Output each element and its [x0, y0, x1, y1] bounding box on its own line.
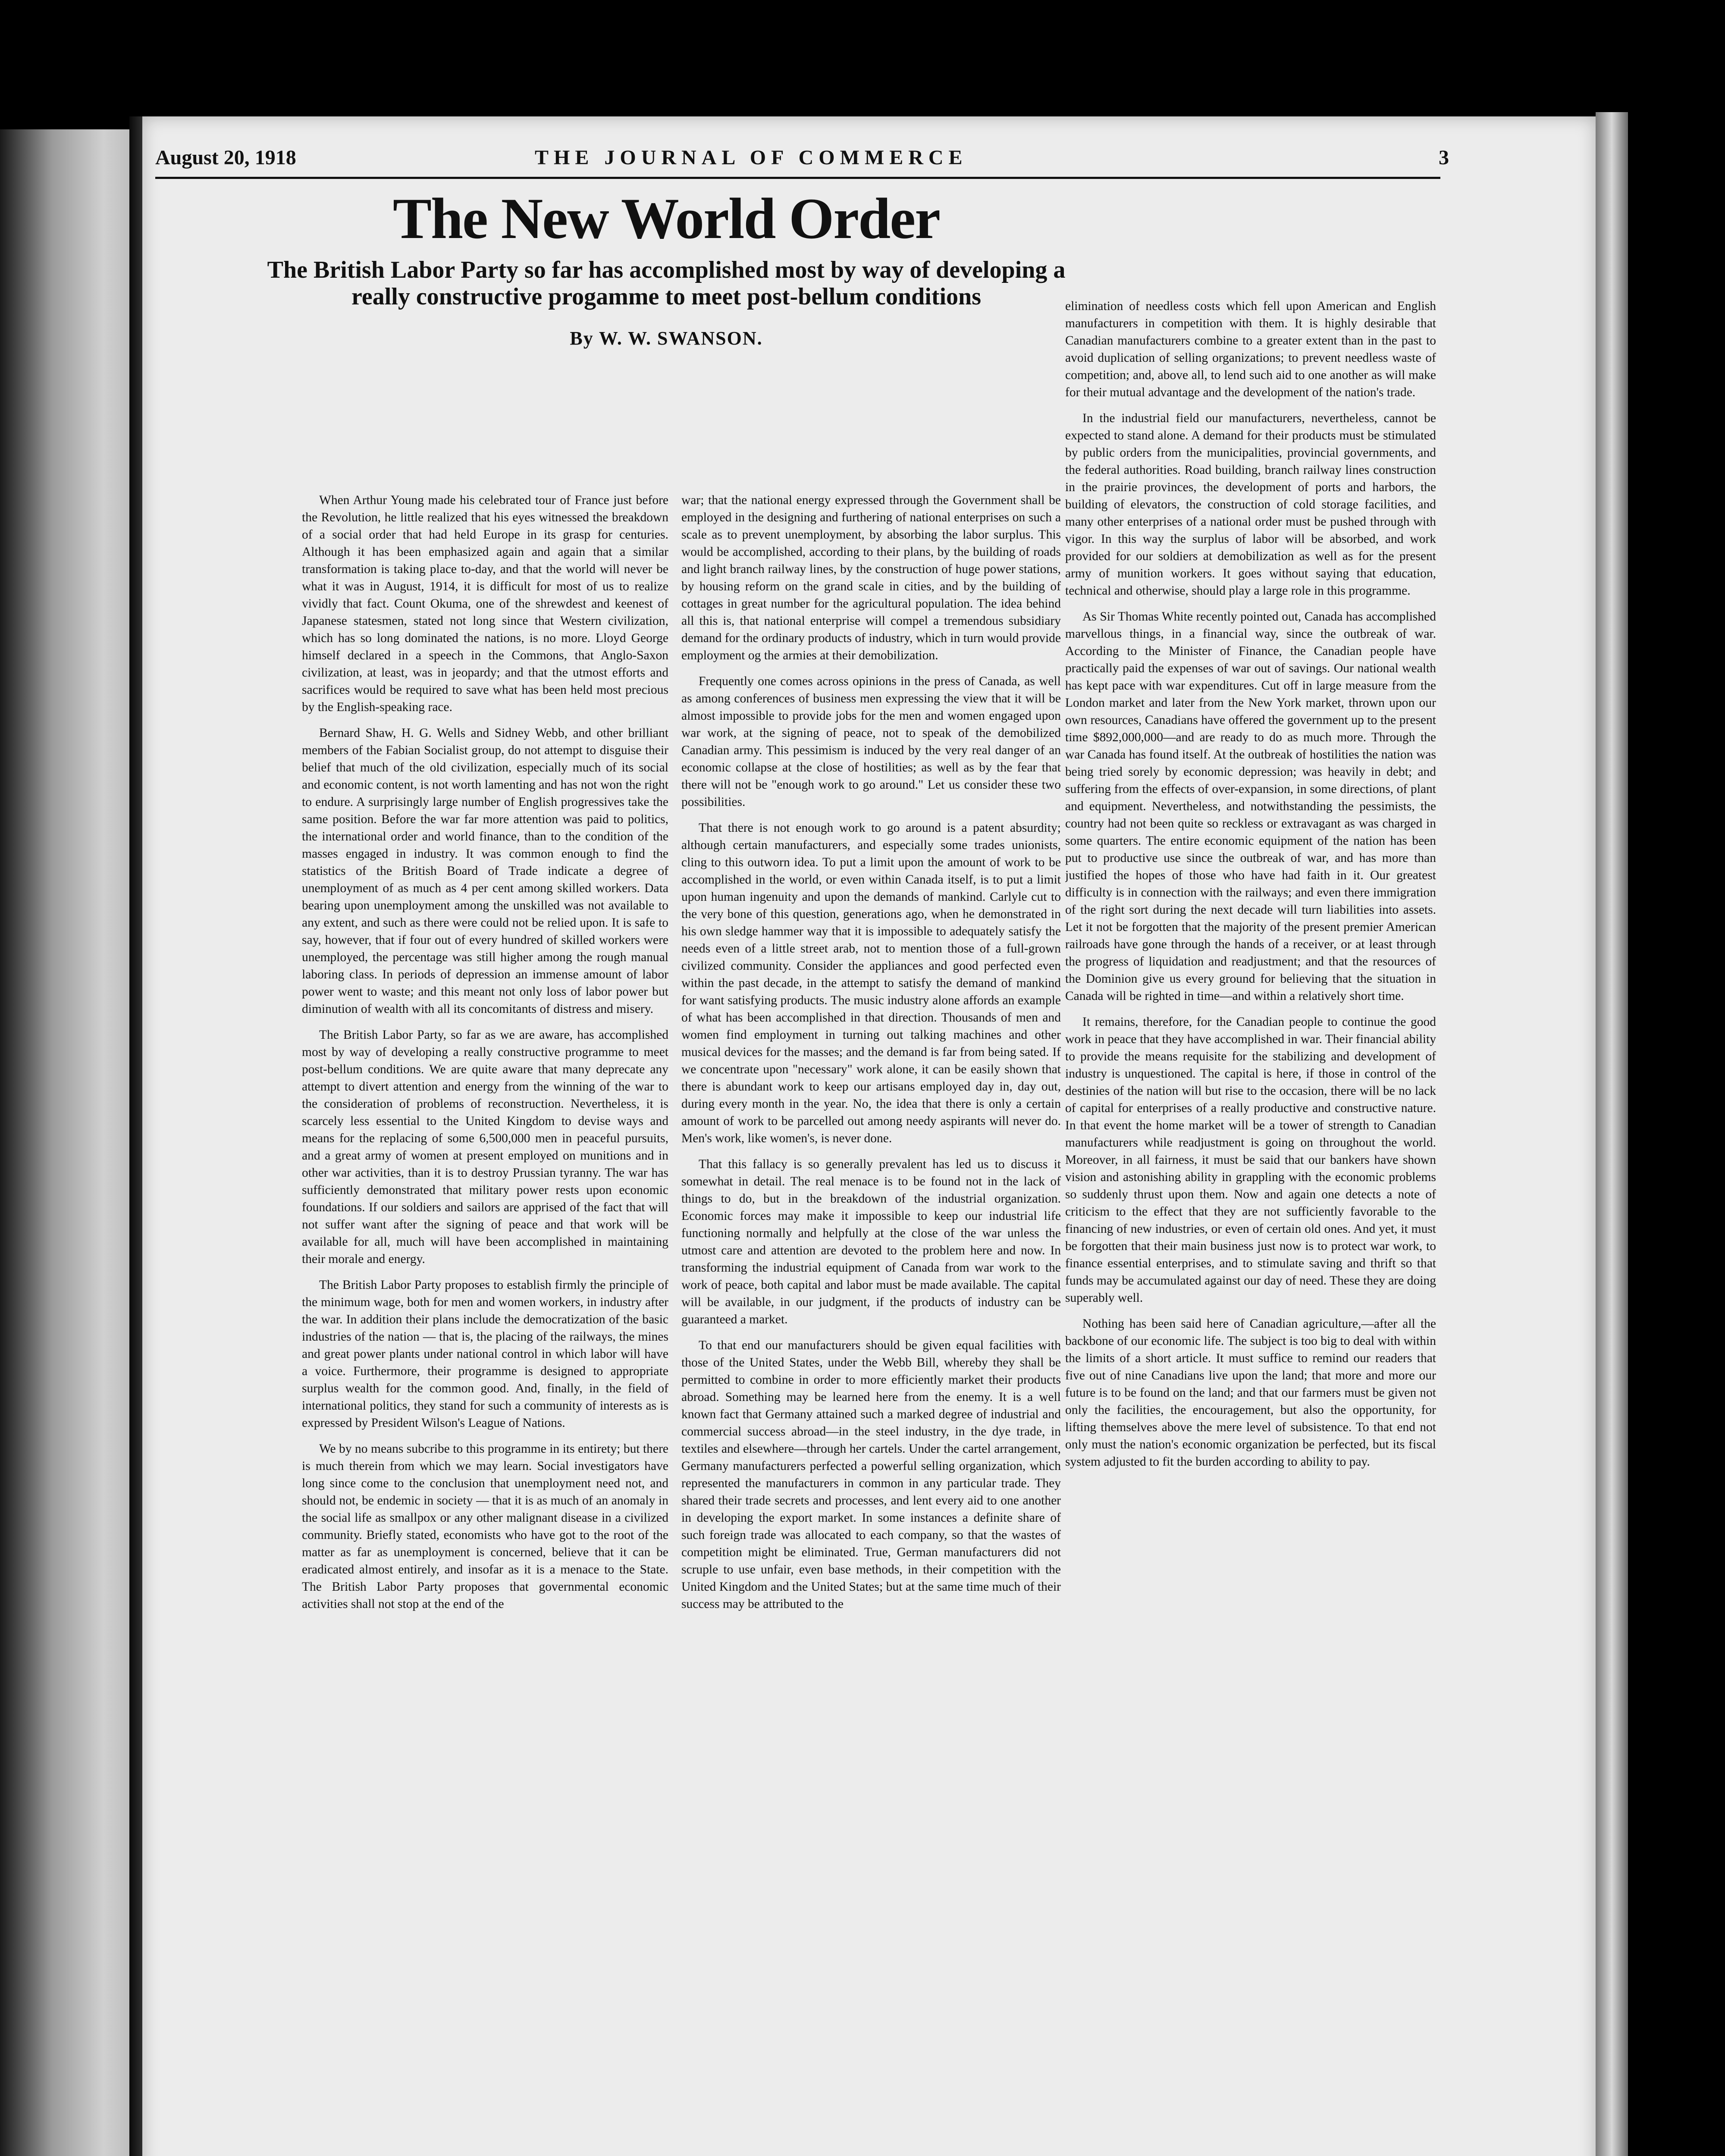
paragraph: The British Labor Party proposes to establish firmly the principle of the minimum wage, both for men and women workers, in industry after the war. In addition their plans include the democratization of the basic industries of the nation — that is, the placing of the railways, the mines and great power plants under national control in which labor will have a voice. Furthermore, their programme is designed to appropriate surplus wealth for the common good. And, finally, in the field of international politics, they stand for such a community of interests as is expressed by President Wilson's League of Nations. [302, 1278, 668, 1430]
article-column-2 [681, 492, 1061, 2122]
paragraph: The British Labor Party, so far as we are aware, has accomplished most by way of developing a really constructive programme to meet post-bellum conditions. We are quite aware that many deprecate any attempt to divert attention and energy from the winning of the war to the consideration of problems of reconstruction. Nevertheless, it is scarcely less essential to the United Kingdom to devise ways and means for the replacing of some 6,500,000 men in peaceful pursuits, and a great army of women at present employed on munitions and in other war activities, than it is to destroy Prussian tyranny. The war has sufficiently demonstrated that military power rests upon economic foundations. If our soldiers and sailors are apprised of the fact that will not suffer want after the signing of peace and that work will be available for all, much will have been accomplished in maintaining their morale and energy. [302, 1028, 668, 1266]
publication-name: THE JOURNAL OF COMMERCE [535, 146, 968, 169]
paragraph: Frequently one comes across opinions in the press of Canada, as well as among conferences of business men expressing the view that it will be almost impossible to provide jobs for the men and women engaged upon war work, at the signing of peace, not to speak of the demobilized Canadian army. This pessimism is induced by the very real danger of an economic collapse at the close of hostilities; as well as by the fear that there will not be "enough work to go around." Let us consider these two possibilities. [681, 674, 1061, 809]
page-edge-right [1596, 112, 1628, 2156]
paragraph: When Arthur Young made his celebrated tour of France just before the Revolution, he little realized that his eyes witnessed the breakdown of a social order that had held Europe in its grasp for centuries. Although it has been emphasized again and again that a similar transformation is taking place to-day, and that the world will never be what it was in August, 1914, it is difficult for most of us to realize vividly that fact. Count Okuma, one of the shrewdest and keenest of Japanese statesmen, stated not long since that Western civilization, which has so long dominated the nations, is no more. Lloyd George himself declared in a speech in the Commons, that Anglo-Saxon civilization, at least, was in jeopardy; and that the utmost efforts and sacrifices would be required to save what has been held most precious by the English-speaking race. [302, 493, 668, 714]
paragraph: It remains, therefore, for the Canadian people to continue the good work in peace that they have accomplished in war. Their financial ability to provide the means requisite for the stabilizing and development of industry is unquestioned. The capital is here, if those in control of the destinies of the nation will but rise to the occasion, there will be no lack of capital for enterprises of a really productive and constructive nature. In that event the home market will be a tower of strength to Canadian manufacturers while readjustment is going on throughout the world. Moreover, in all fairness, it must be said that our bankers have shown vision and astonishing ability in grappling with the economic problems so suddenly thrust upon them. Now and again one detects a note of criticism to the effect that they are not sufficiently favorable to the financing of new industries, or even of certain old ones. And yet, it must be forgotten that their main business just now is to protect war work, to finance essential enterprises, and to stimulate saving and thrift so that funds may be accumulated against our day of need. These they are doing superably well. [1065, 1015, 1436, 1305]
paragraph: Nothing has been said here of Canadian agriculture,—after all the backbone of our economic life. The subject is too big to deal with within the limits of a short article. It must suffice to remind our readers that five out of nine Canadians live upon the land; that more and more our future is to be found on the land; and that our farmers must be given not only the facilities, the encouragement, but also the opportunity, for lifting themselves above the mere level of subsistence. To that end not only must the nation's economic organization be perfected, but its fiscal system adjusted to fit the burden according to ability to pay. [1065, 1317, 1436, 1469]
paragraph: elimination of needless costs which fell upon American and English manufacturers in competition with them. It is highly desirable that Canadian manufacturers combine to a greater extent than in the past to avoid duplication of selling organizations; to prevent needless waste of competition; and, above all, to lend such aid to one another as will make for their mutual advantage and the development of the nation's trade. [1065, 299, 1436, 399]
article-header [250, 177, 1082, 349]
running-head [155, 142, 1449, 179]
article-title: The New World Order [392, 187, 940, 251]
article-byline: By W. W. SWANSON. [570, 328, 763, 349]
paragraph: That there is not enough work to go around is a patent absurdity; although certain manufacturers, and especially some trades unionists, cling to this outworn idea. To put a limit upon the amount of work to be accomplished in the world, or even within Canada itself, is to put a limit upon human ingenuity and upon the demands of mankind. Carlyle cut to the very bone of this question, generations ago, when he demonstrated in his own sledge hammer way that it is impossible to adequately satisfy the needs even of a little street arab, not to mention those of a full-grown civilized community. Consider the appliances and good perfected even within the past decade, in the attempt to satisfy the demand of mankind for want satisfying products. The music industry alone affords an example of what has been accomplished in that direction. Thousands of men and women find employment in turning out talking machines and other musical devices for the masses; and the demand is far from being sated. If we concentrate upon "necessary" work alone, it can be easily shown that there is abundant work to keep our artisans employed day in, day out, during every month in the year. No, the idea that there is only a certain amount of work to be parcelled out among needy aspirants will never do. Men's work, like women's, is never done. [681, 821, 1061, 1145]
facing-page-edge [0, 129, 129, 2156]
paragraph: war; that the national energy expressed through the Government shall be employed in the designing and furthering of national enterprises on such a scale as to prevent unemployment, by absorbing the labor surplus. This would be accomplished, according to their plans, by the building of roads and light branch railway lines, by the construction of huge power stations, by housing reform on the grand scale in cities, and by the building of cottages in great number for the agricultural population. The idea behind all this is, that national enterprise will compel a tremendous subsidiary demand for the ordinary products of industry, which in turn would provide employment og the armies at their demobilization. [681, 493, 1061, 662]
article-column-1 [302, 492, 668, 2130]
paragraph: Bernard Shaw, H. G. Wells and Sidney Webb, and other brilliant members of the Fabian Socialist group, do not attempt to disguise their belief that much of the old civilization, especially much of its social and economic content, is not worth lamenting and has not won the right to endure. A surprisingly large number of English progressives take the same position. Before the war far more attention was paid to politics, the international order and world finance, than to the condition of the masses engaged in industry. It was common enough to find the statistics of the British Board of Trade indicate a degree of unemployment of as much as 4 per cent among skilled workers. Data bearing upon unemployment among the unskilled was not available to any extent, and such as there were could not be relied upon. It is safe to say, however, that if four out of every hundred of skilled workers were unemployed, the percentage was still higher among the rough manual laboring class. In periods of depression an immense amount of labor power went to waste; and this meant not only loss of labor power but diminution of wealth with all its concomitants of distress and misery. [302, 726, 668, 1016]
article-column-3 [1065, 298, 1436, 2147]
paragraph: We by no means subcribe to this programme in its entirety; but there is much therein from which we may learn. Social investigators have long since come to the conclusion that unemployment need not, and should not, be endemic in society — that it is as much of an anomaly in the social life as smallpox or any other malignant disease in a civilized community. Briefly stated, economists who have got to the root of the matter as far as unemployment is concerned, believe that it can be eradicated almost entirely, and insofar as it is a menace to the State. The British Labor Party proposes that governmental economic activities shall not stop at the end of the [302, 1442, 668, 1611]
paragraph: In the industrial field our manufacturers, nevertheless, cannot be expected to stand alone. A demand for their products must be stimulated by public orders from the municipalities, provincial governments, and the federal authorities. Road building, branch railway lines construction in the prairie provinces, the development of ports and harbors, the building of elevators, the construction of cold storage facilities, and many other enterprises of a national order must be pushed through with vigor. In this way the surplus of labor will be absorbed, and work provided for our soldiers at demobilization as well as for the present army of munition workers. It goes without saying that education, technical and otherwise, should play a large role in this programme. [1065, 411, 1436, 598]
paragraph: As Sir Thomas White recently pointed out, Canada has accomplished marvellous things, in a financial way, since the outbreak of war. According to the Minister of Finance, the Canadian people have practically paid the expenses of war out of savings. Our national wealth has kept pace with war expenditures. Cut off in large measure from the London market and later from the New York market, thrown upon our own resources, Canadians have offered the government up to the present time $892,000,000—and are ready to do as much more. Through the war Canada has found itself. At the outbreak of hostilities the nation was being tried sorely by economic depression; was heavily in debt; and suffering from the effects of over-expansion, in some directions, of plant and equipment. Nevertheless, and notwithstanding the pessimists, the country had not been quite so reckless or extravagant as was charged in some quarters. The entire economic equipment of the nation has been put to productive use since the outbreak of war, and has more than justified the hopes of those who have had faith in it. Our greatest difficulty is in connection with the railways; and even there immigration of the right sort during the next decade will turn liabilities into assets. Let it not be forgotten that the majority of the present premier American railroads have gone through the hands of a receiver, or at least through the progress of liquidation and readjustment; and that the resources of the Dominion give us every ground for believing that the situation in Canada will be righted in time—and within a relatively short time. [1065, 610, 1436, 1003]
paragraph: To that end our manufacturers should be given equal facilities with those of the United States, under the Webb Bill, whereby they shall be permitted to combine in order to more efficiently market their products abroad. Something may be learned here from the enemy. It is a well known fact that Germany attained such a marked degree of industrial and commercial success abroad—in the steel industry, in the dye trade, in textiles and elsewhere—through her cartels. Under the cartel arrangement, Germany manufacturers perfected a powerful selling organization, which represented the manufacturers in common in any particular trade. They shared their trade secrets and processes, and lent every aid to one another in developing the export market. In some instances a definite share of such foreign trade was allocated to each company, so that the wastes of competition might be eliminated. True, German manufacturers did not scruple to use unfair, even base methods, in their competition with the United Kingdom and the United States; but at the same time much of their success may be attributed to the [681, 1338, 1061, 1611]
issue-date: August 20, 1918 [155, 146, 296, 169]
paragraph: That this fallacy is so generally prevalent has led us to discuss it somewhat in detail. The real menace is to be found not in the lack of things to do, but in the breakdown of the industrial organization. Economic forces may make it impossible to keep our industrial life functioning normally and helpfully at the close of the war unless the utmost care and attention are devoted to the problem here and now. In transforming the industrial equipment of Canada from war work to the work of peace, both capital and labor must be made available. The capital will be available, in our judgment, if the products of industry can be guaranteed a market. [681, 1157, 1061, 1326]
page-number: 3 [1439, 146, 1449, 169]
article-deck: The British Labor Party so far has accomplished most by way of developing a really constructive progamme to meet post-bellum conditions [267, 257, 1066, 310]
